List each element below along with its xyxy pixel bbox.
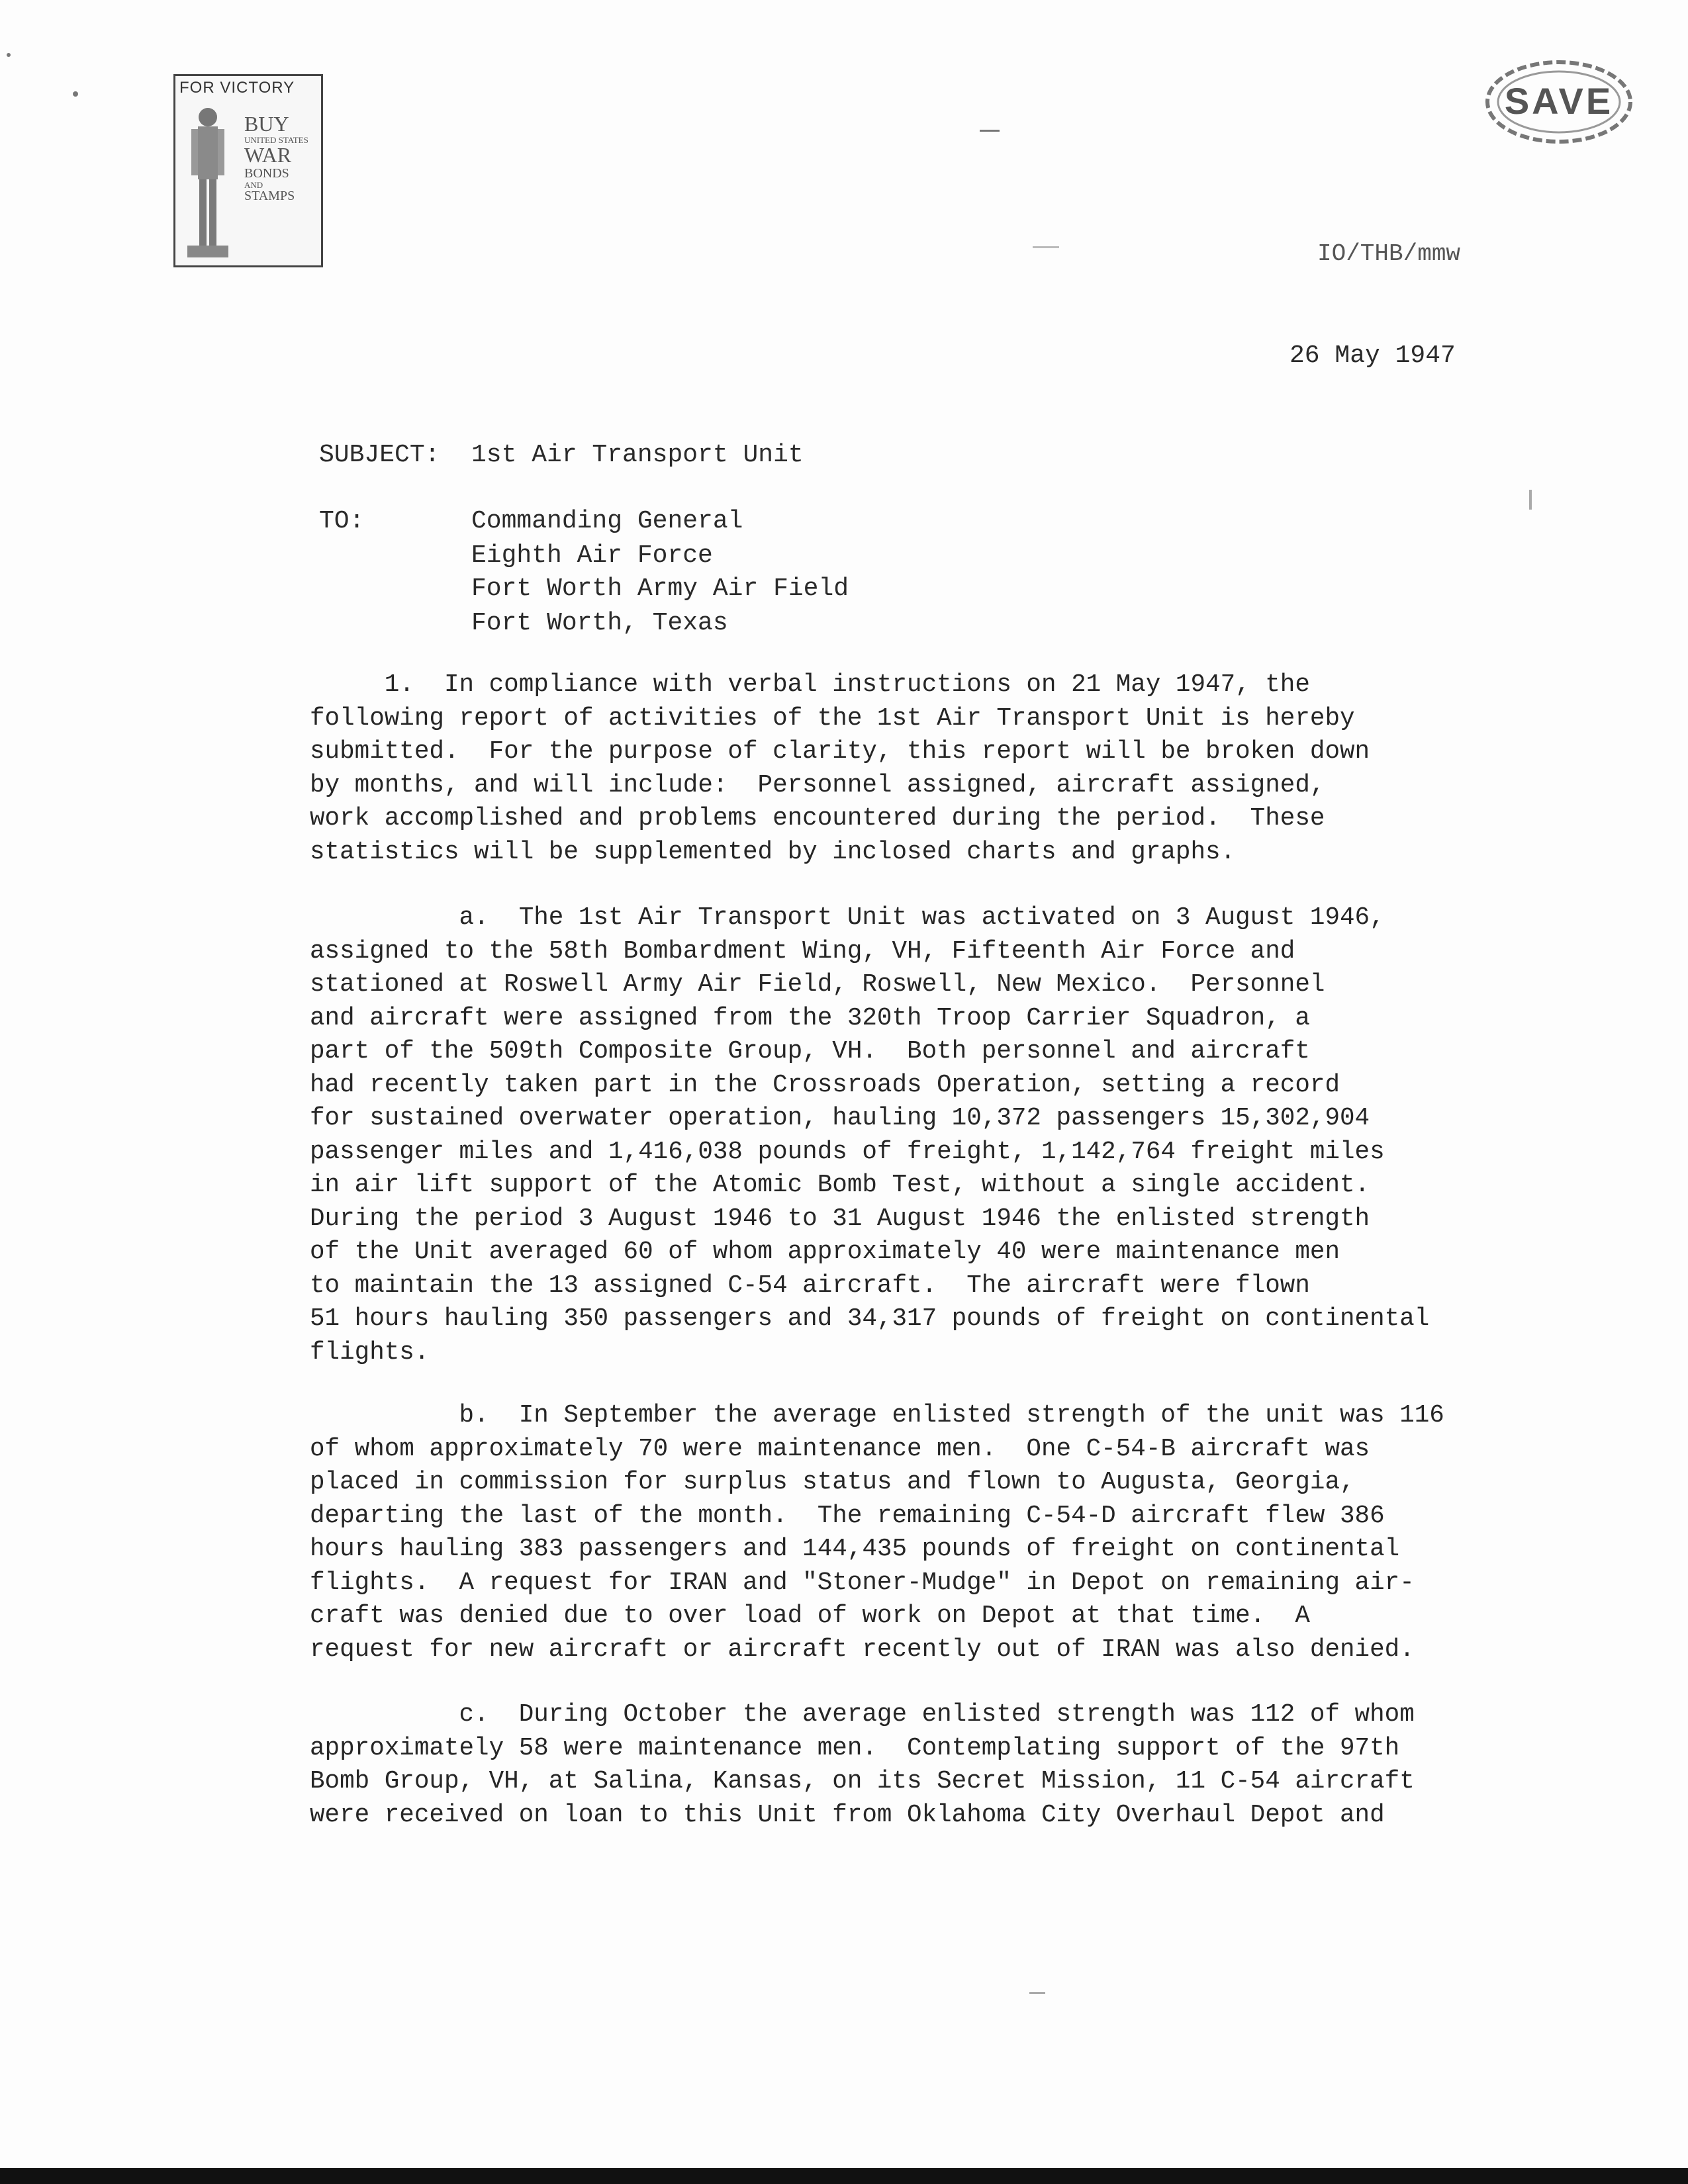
paragraph-c: c. During October the average enlisted strength was 112 of whom approximately 58 were maintenance men. Contemplating support of the 97th Bomb Group, VH, at Salina, Kansas, on its Secret Mission, 11 C-54 aircraft were received on loan to this Unit from Oklahoma City Overhaul Depot and <box>310 1701 1415 1829</box>
document-date: 26 May 1947 <box>1289 341 1456 370</box>
paragraph-a: a. The 1st Air Transport Unit was activated on 3 August 1946, assigned to the 58th Bombardment Wing, VH, Fifteenth Air Force and stationed at Roswell Army Air Field, Roswell, New Mexico. Personnel and aircraft were assigned from the 320th Troop Carrier Squadron, a part of the 509th Composite Group, VH. Both personnel and aircraft had recently taken part in the Crossroads Operation, setting a record for sustained overwater operation, hauling 10,372 passengers 15,302,904 passenger miles and 1,416,038 pounds of freight, 1,142,764 freight miles in air lift support of the Atomic Bomb Test, without a single accident. During the period 3 August 1946 to 31 August 1946 the enlisted strength of the Unit averaged 60 of whom approximately 40 were maintenance men to maintain the 13 assigned C-54 aircraft. The aircraft were flown 51 hours hauling 350 passengers and 34,317 pounds of freight on continental flights. <box>310 904 1430 1367</box>
paragraph-1: 1. In compliance with verbal instructions on 21 May 1947, the following report of activities of the 1st Air Transport Unit is hereby submitted. For the purpose of clarity, this report will be broken down by months, and will include: Personnel assigned, aircraft assigned, work accomplished and problems encountered during the period. These statistics will be supplemented by inclosed charts and graphs. <box>310 671 1370 866</box>
speck <box>1529 490 1532 510</box>
war-bonds-stamp <box>173 74 323 267</box>
address-line: Fort Worth, Texas <box>471 609 728 637</box>
stamp-top-text: FOR VICTORY <box>179 79 295 97</box>
scan-bottom-edge <box>0 2168 1688 2184</box>
paragraph-b: b. In September the average enlisted strength of the unit was 116 of whom approximately 70 were maintenance men. One C-54-B aircraft was placed in commission for surplus status and flown to Augusta, Georgia, departing the last of the month. The remaining C-54-D aircraft flew 386 hours hauling 383 passengers and 144,435 pounds of freight on continental flights. A request for IRAN and "Stoner-Mudge" in Depot on remaining air- craft was denied due to over load of work on Depot at that time. A request for new aircraft or aircraft recently out of IRAN was also denied. <box>310 1402 1444 1664</box>
stamp-line: UNITED STATES <box>244 134 308 145</box>
save-stamp <box>1483 56 1635 148</box>
stamp-line: WAR <box>244 143 292 167</box>
speck <box>1029 1992 1045 1994</box>
to-label: TO: <box>319 507 365 535</box>
soldier-figure-icon <box>185 103 231 261</box>
stamp-text-lines <box>244 113 322 203</box>
reference-code: IO/THB/mmw <box>1317 240 1461 267</box>
stamp-line: BONDS <box>244 165 289 181</box>
stamp-line: STAMPS <box>244 189 295 204</box>
speck <box>1033 246 1059 248</box>
stamp-line: AND <box>244 179 263 190</box>
address-line: Eighth Air Force <box>471 541 713 570</box>
address-line: Fort Worth Army Air Field <box>471 574 849 603</box>
stamp-line: BUY <box>244 112 289 136</box>
subject-label: SUBJECT: <box>319 441 440 469</box>
save-stamp-text: SAVE <box>1504 80 1614 122</box>
subject-value: 1st Air Transport Unit <box>471 441 804 469</box>
address-line: Commanding General <box>471 507 743 535</box>
speck <box>7 53 11 57</box>
speck <box>73 91 78 97</box>
speck <box>980 130 1000 132</box>
